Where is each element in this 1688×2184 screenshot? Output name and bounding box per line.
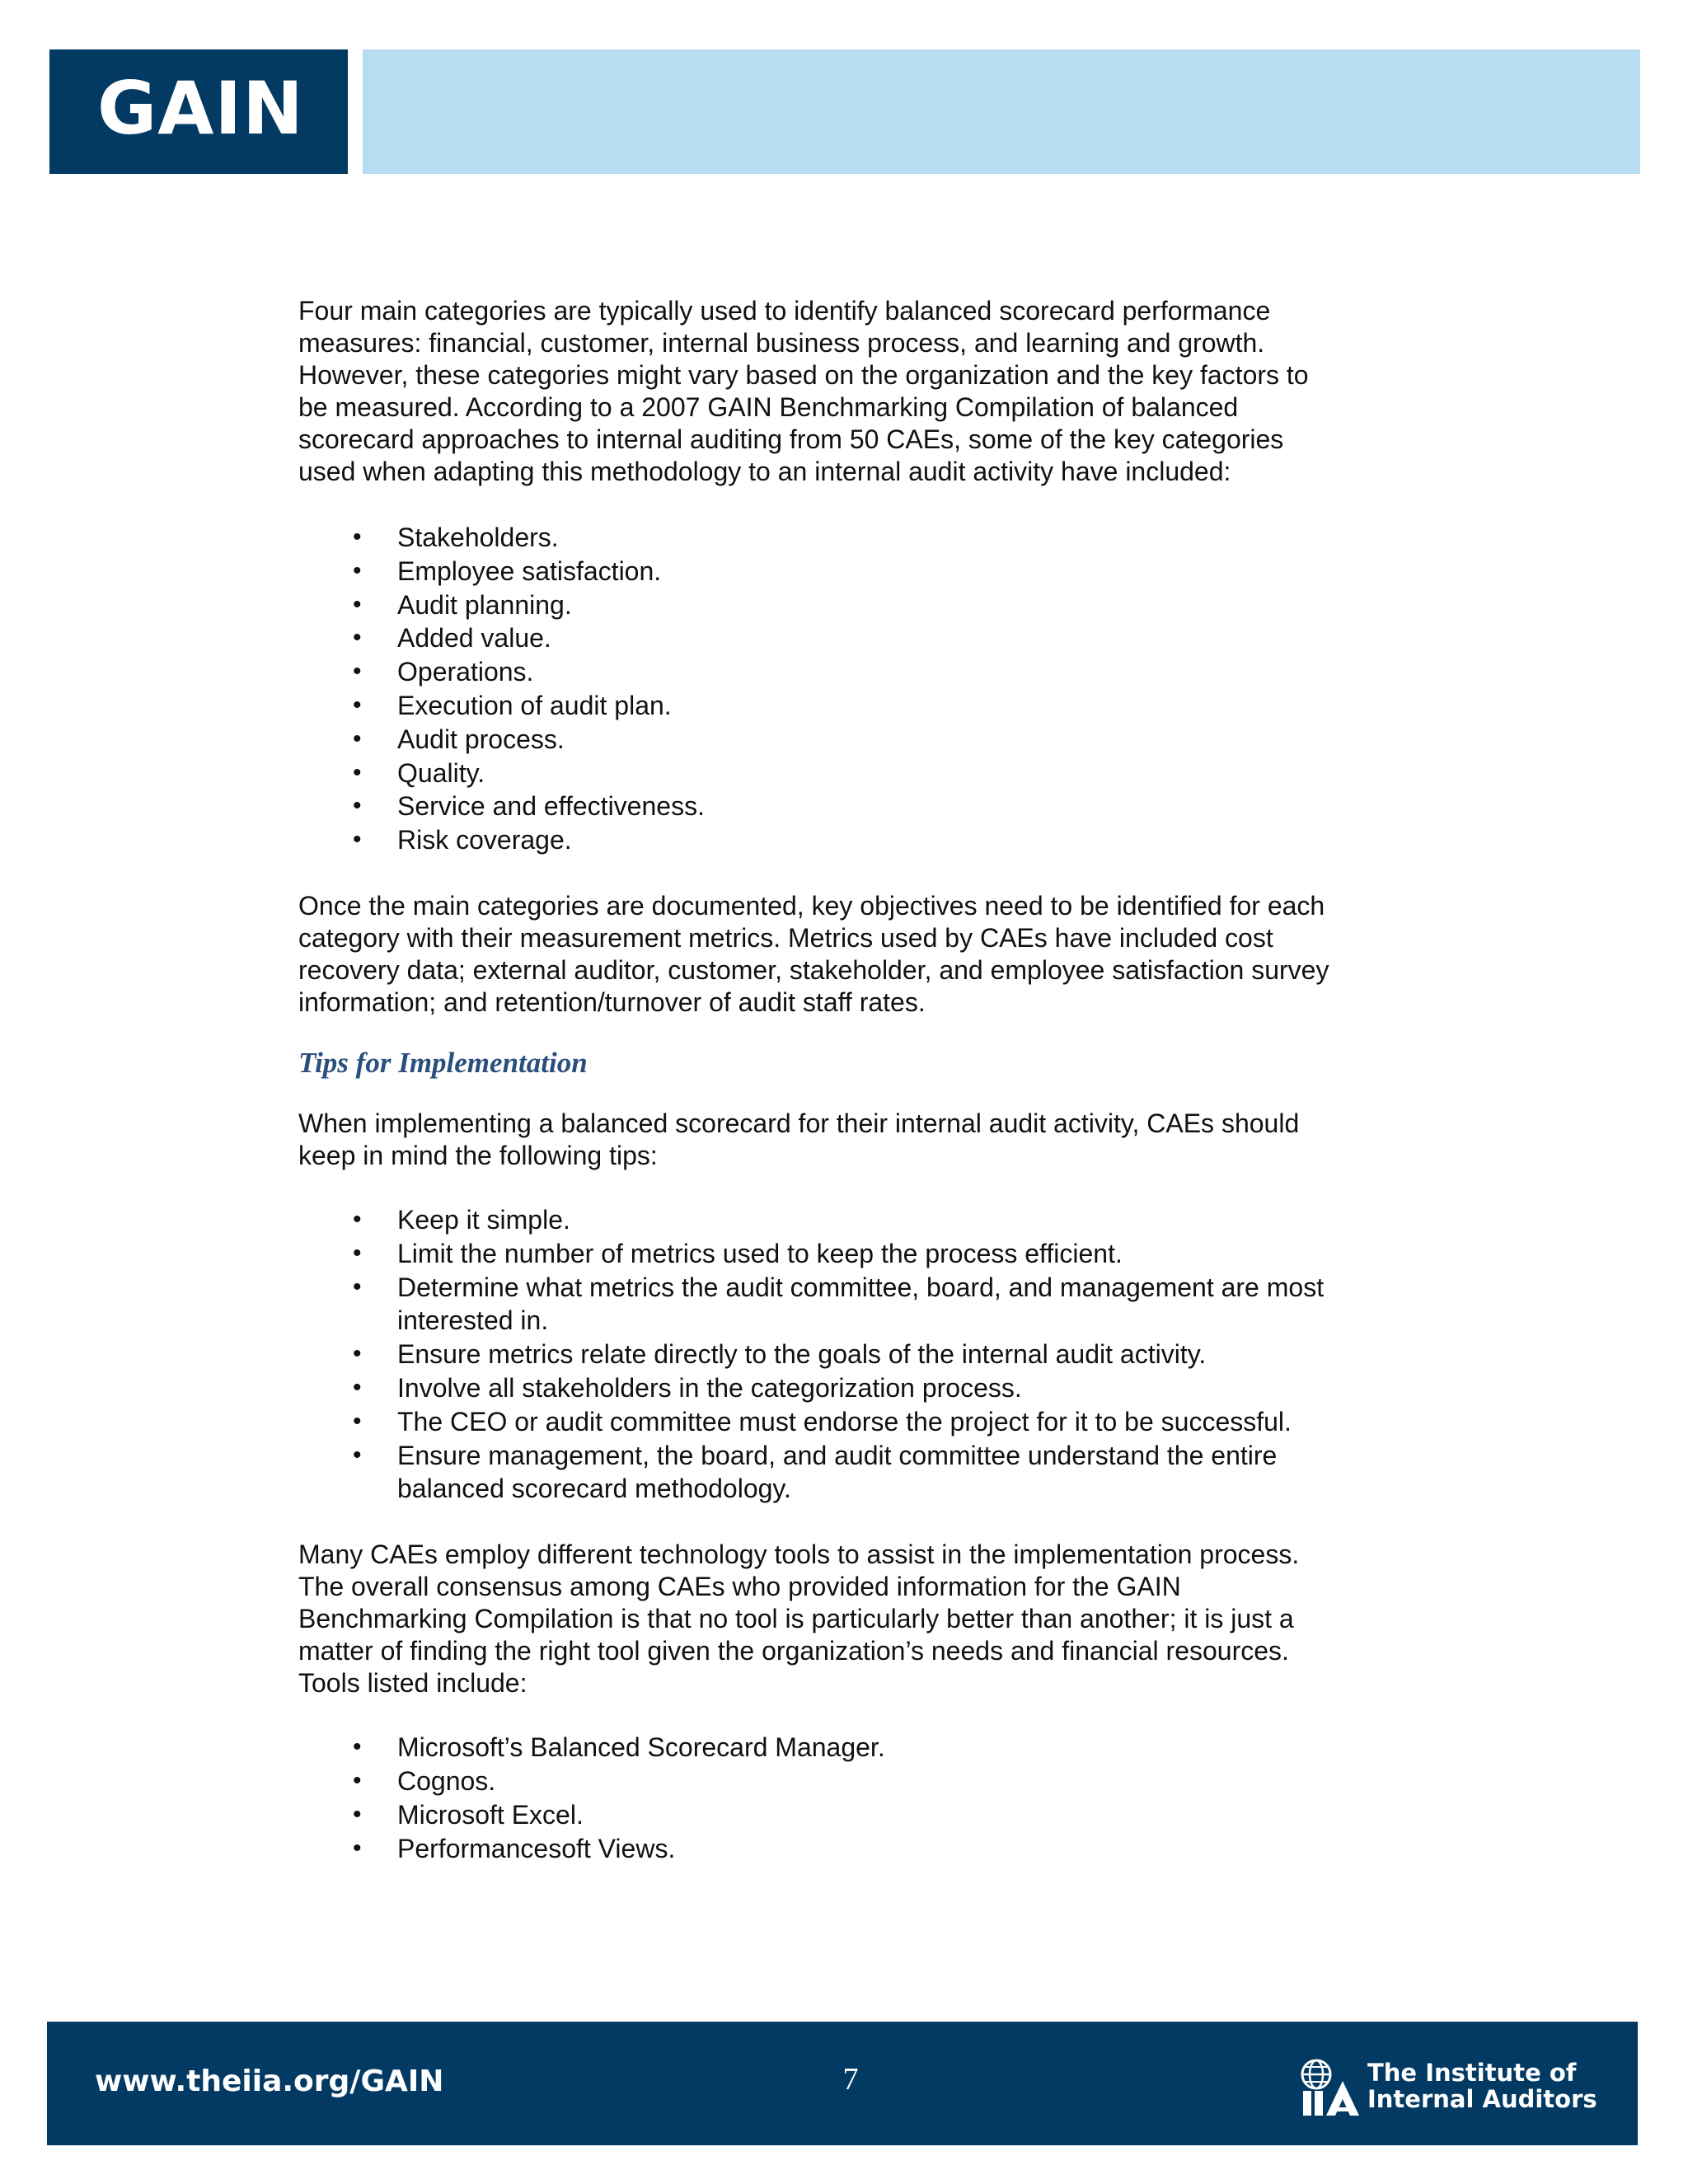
header-band (363, 49, 1640, 174)
list-item: • Quality. (353, 757, 485, 788)
list-item: • Limit the number of metrics used to keep the process efficient. (353, 1238, 1123, 1268)
list-item: • Operations. (353, 657, 534, 687)
list-item: • The CEO or audit committee must endorse the project for it to be successful. (353, 1406, 1292, 1436)
list-item: • Execution of audit plan. (353, 690, 672, 720)
list-item: • Keep it simple. (353, 1204, 570, 1235)
tips-intro-paragraph: When implementing a balanced scorecard for their internal audit activity, CAEs should keep in mind the following tips: (298, 1108, 1300, 1170)
list-item: • Microsoft Excel. (353, 1799, 584, 1830)
list-item: • Service and effectiveness. (353, 791, 705, 822)
iia-logo (1300, 2056, 1613, 2117)
list-item: • Cognos. (353, 1765, 496, 1796)
list-item: • Risk coverage. (353, 825, 572, 855)
list-item: • Determine what metrics the audit committee, board, and management are most interested in. (353, 1272, 1325, 1336)
list-item: • Employee satisfaction. (353, 555, 662, 586)
tips-list (298, 1203, 1419, 1506)
list-item: • Stakeholders. (353, 523, 559, 552)
tools-intro-paragraph: Many CAEs employ different technology tools to assist in the implementation process. The overall consensus among CAEs who provided information for the GAIN Benchmarking Compilation is that no tool is particularly better than another; it is just a matter of finding the right tool given the organization’s needs and financial resources. Tools listed include: (298, 1540, 1300, 1699)
globe-icon (1300, 2056, 1366, 2117)
page-footer (47, 2022, 1638, 2145)
page-number: 7 (842, 2062, 859, 2097)
list-item: • Added value. (353, 623, 551, 654)
list-item: • Audit planning. (353, 589, 572, 620)
list-item: • Involve all stakeholders in the categorization process. (353, 1372, 1022, 1403)
objectives-paragraph: Once the main categories are documented, key objectives need to be identified for each category with their measurement metrics. Metrics used by CAEs have included cost recovery data; external auditor, customer, stakeholder, and employee satisfaction survey information; and retention/turnover of audit staff rates. (298, 890, 1329, 1017)
categories-list (298, 521, 1419, 857)
list-item: • Ensure metrics relate directly to the goals of the internal audit activity. (353, 1339, 1207, 1370)
tips-heading: Tips for Implementation (298, 1046, 588, 1079)
list-item: • Audit process. (353, 724, 565, 754)
intro-paragraph: Four main categories are typically used to identify balanced scorecard performance measures: financial, customer, internal business process, and learning and growth. However, these categories might vary based on the organization and the key factors to be measured. According to a 2007 GAIN Benchmarking Compilation of balanced scorecard approaches to internal auditing from 50 CAEs, some of the key categories used when adapting this methodology to an internal audit activity have included: (298, 296, 1309, 486)
tools-list (298, 1731, 1419, 1865)
page-content (298, 295, 1419, 1865)
list-item: • Ensure management, the board, and audit committee understand the entire balanced scorecard methodology. (353, 1440, 1278, 1504)
gain-logo-text: GAIN (97, 66, 304, 151)
org-name: The Institute of Internal Auditors (1367, 2059, 1597, 2113)
footer-url[interactable]: www.theiia.org/GAIN (95, 2064, 444, 2098)
list-item: • Performancesoft Views. (353, 1833, 676, 1863)
gain-logo (49, 49, 348, 174)
list-item: • Microsoft’s Balanced Scorecard Manager. (353, 1732, 885, 1763)
